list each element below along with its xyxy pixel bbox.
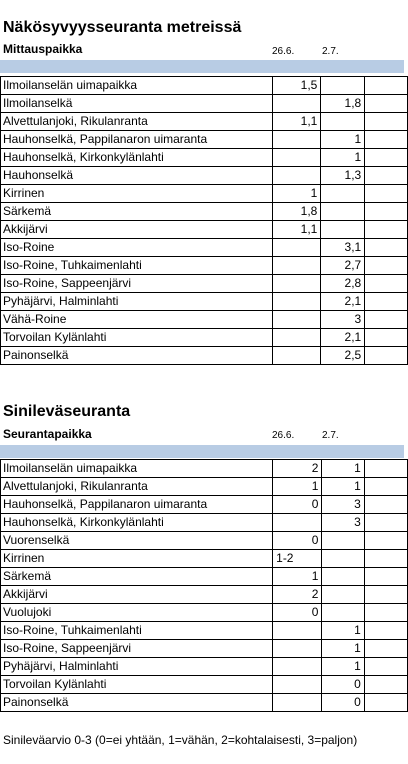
date1-value-cell <box>272 311 321 329</box>
empty-cell <box>364 586 407 604</box>
date2-value-cell: 1 <box>322 460 364 478</box>
table-row <box>1 257 408 275</box>
table-row <box>1 203 408 221</box>
date2-value-cell: 1 <box>322 658 364 676</box>
location-name-cell: Torvoilan Kylänlahti <box>1 329 273 347</box>
section2-header-band <box>0 445 404 458</box>
date2-value-cell: 2,1 <box>321 293 365 311</box>
date1-value-cell: 1,8 <box>272 203 321 221</box>
table-row <box>1 77 408 95</box>
table-row <box>1 514 408 532</box>
date2-value-cell: 0 <box>322 694 364 712</box>
location-name-cell: Iso-Roine, Tuhkaimenlahti <box>1 257 273 275</box>
empty-cell <box>364 514 407 532</box>
location-name-cell: Painonselkä <box>1 694 273 712</box>
date1-value-cell: 1,5 <box>272 77 321 95</box>
date2-value-cell <box>321 221 365 239</box>
date2-value-cell: 1 <box>321 149 365 167</box>
empty-cell <box>365 347 408 365</box>
date1-value-cell <box>273 694 322 712</box>
date1-value-cell: 0 <box>273 496 322 514</box>
location-name-cell: Torvoilan Kylänlahti <box>1 676 273 694</box>
date2-value-cell: 1 <box>322 478 364 496</box>
location-name-cell: Akkijärvi <box>1 221 273 239</box>
location-name-cell: Särkemä <box>1 568 273 586</box>
table-row <box>1 293 408 311</box>
location-name-cell: Hauhonselkä, Kirkonkylänlahti <box>1 149 273 167</box>
table-row <box>1 694 408 712</box>
table-row <box>1 221 408 239</box>
date2-value-cell: 3 <box>322 514 364 532</box>
empty-cell <box>364 622 407 640</box>
table-row <box>1 167 408 185</box>
table-row <box>1 622 408 640</box>
location-name-cell: Hauhonselkä <box>1 167 273 185</box>
date1-value-cell <box>272 167 321 185</box>
table-row <box>1 658 408 676</box>
table-row <box>1 586 408 604</box>
table-row <box>1 113 408 131</box>
empty-cell <box>364 460 407 478</box>
table-row <box>1 550 408 568</box>
date2-value-cell: 3 <box>321 311 365 329</box>
empty-cell <box>364 694 407 712</box>
date2-value-cell: 1 <box>322 640 364 658</box>
date2-value-cell <box>321 185 365 203</box>
empty-cell <box>364 640 407 658</box>
section1-title: Näkösyvyysseuranta metreissä <box>3 19 242 36</box>
date1-value-cell <box>272 239 321 257</box>
date1-value-cell <box>272 275 321 293</box>
date2-value-cell <box>321 203 365 221</box>
location-name-cell: Vuolujoki <box>1 604 273 622</box>
location-name-cell: Iso-Roine, Sappeenjärvi <box>1 640 273 658</box>
section1-date1-header: 26.6. <box>272 46 295 57</box>
table-row <box>1 478 408 496</box>
table-row <box>1 532 408 550</box>
empty-cell <box>364 550 407 568</box>
table-row <box>1 239 408 257</box>
section2-date2-header: 2.7. <box>322 430 339 441</box>
date1-value-cell: 1 <box>273 568 322 586</box>
location-name-cell: Hauhonselkä, Pappilanaron uimaranta <box>1 131 273 149</box>
empty-cell <box>364 478 407 496</box>
date1-value-cell: 2 <box>273 586 322 604</box>
date2-value-cell <box>321 113 365 131</box>
empty-cell <box>365 131 408 149</box>
empty-cell <box>365 275 408 293</box>
table-row <box>1 149 408 167</box>
date2-value-cell: 2,8 <box>321 275 365 293</box>
section1-header-band <box>0 60 404 73</box>
date1-value-cell <box>272 257 321 275</box>
date1-value-cell <box>273 658 322 676</box>
section2-header-label: Seurantapaikka <box>3 427 92 441</box>
date2-value-cell: 1 <box>321 131 365 149</box>
date1-value-cell: 1-2 <box>273 550 322 568</box>
date2-value-cell <box>322 550 364 568</box>
table-row <box>1 185 408 203</box>
date1-value-cell <box>273 514 322 532</box>
table-row <box>1 496 408 514</box>
empty-cell <box>364 532 407 550</box>
date2-value-cell: 3,1 <box>321 239 365 257</box>
location-name-cell: Iso-Roine, Sappeenjärvi <box>1 275 273 293</box>
date1-value-cell <box>272 293 321 311</box>
table-row <box>1 329 408 347</box>
location-name-cell: Ilmoilanselän uimapaikka <box>1 460 273 478</box>
section2-table <box>0 459 408 712</box>
date1-value-cell <box>273 676 322 694</box>
empty-cell <box>365 167 408 185</box>
empty-cell <box>365 257 408 275</box>
section1-date2-header: 2.7. <box>322 46 339 57</box>
empty-cell <box>365 239 408 257</box>
location-name-cell: Särkemä <box>1 203 273 221</box>
empty-cell <box>364 496 407 514</box>
location-name-cell: Kirrinen <box>1 550 273 568</box>
table-row <box>1 347 408 365</box>
section2-title: Sinileväseuranta <box>3 403 131 420</box>
empty-cell <box>364 568 407 586</box>
location-name-cell: Hauhonselkä, Kirkonkylänlahti <box>1 514 273 532</box>
date2-value-cell <box>322 604 364 622</box>
date2-value-cell <box>322 568 364 586</box>
date1-value-cell <box>272 149 321 167</box>
location-name-cell: Vuorenselkä <box>1 532 273 550</box>
date1-value-cell: 1 <box>273 478 322 496</box>
date2-value-cell <box>322 586 364 604</box>
empty-cell <box>365 77 408 95</box>
table-row <box>1 568 408 586</box>
section1-table <box>0 76 408 365</box>
empty-cell <box>365 221 408 239</box>
table-row <box>1 676 408 694</box>
location-name-cell: Pyhäjärvi, Halminlahti <box>1 293 273 311</box>
empty-cell <box>365 311 408 329</box>
table-row <box>1 604 408 622</box>
empty-cell <box>365 149 408 167</box>
date2-value-cell: 2,7 <box>321 257 365 275</box>
date2-value-cell: 1,3 <box>321 167 365 185</box>
empty-cell <box>365 185 408 203</box>
table-row <box>1 460 408 478</box>
date1-value-cell: 1,1 <box>272 113 321 131</box>
date1-value-cell: 1,1 <box>272 221 321 239</box>
empty-cell <box>365 293 408 311</box>
date1-value-cell <box>273 622 322 640</box>
date1-value-cell <box>272 131 321 149</box>
table-row <box>1 131 408 149</box>
location-name-cell: Akkijärvi <box>1 586 273 604</box>
location-name-cell: Iso-Roine, Tuhkaimenlahti <box>1 622 273 640</box>
date1-value-cell <box>272 347 321 365</box>
date1-value-cell: 2 <box>273 460 322 478</box>
location-name-cell: Iso-Roine <box>1 239 273 257</box>
date1-value-cell: 1 <box>272 185 321 203</box>
empty-cell <box>364 604 407 622</box>
location-name-cell: Ilmoilanselkä <box>1 95 273 113</box>
empty-cell <box>365 95 408 113</box>
date2-value-cell: 0 <box>322 676 364 694</box>
date2-value-cell: 2,5 <box>321 347 365 365</box>
location-name-cell: Vähä-Roine <box>1 311 273 329</box>
date1-value-cell <box>272 95 321 113</box>
date2-value-cell: 2,1 <box>321 329 365 347</box>
table-row <box>1 95 408 113</box>
table-row <box>1 311 408 329</box>
empty-cell <box>365 203 408 221</box>
date2-value-cell <box>321 77 365 95</box>
location-name-cell: Pyhäjärvi, Halminlahti <box>1 658 273 676</box>
empty-cell <box>364 676 407 694</box>
date2-value-cell <box>322 532 364 550</box>
section1-header-label: Mittauspaikka <box>3 42 83 56</box>
empty-cell <box>365 113 408 131</box>
date2-value-cell: 3 <box>322 496 364 514</box>
section2-date1-header: 26.6. <box>272 430 295 441</box>
date1-value-cell: 0 <box>273 604 322 622</box>
location-name-cell: Alvettulanjoki, Rikulanranta <box>1 478 273 496</box>
empty-cell <box>364 658 407 676</box>
date2-value-cell: 1 <box>322 622 364 640</box>
location-name-cell: Ilmoilanselän uimapaikka <box>1 77 273 95</box>
table-row <box>1 640 408 658</box>
location-name-cell: Alvettulanjoki, Rikulanranta <box>1 113 273 131</box>
section2-footnote: Sinileväarvio 0-3 (0=ei yhtään, 1=vähän, 2=kohtalaisesti, 3=paljon) <box>3 733 358 747</box>
date1-value-cell <box>272 329 321 347</box>
location-name-cell: Hauhonselkä, Pappilanaron uimaranta <box>1 496 273 514</box>
location-name-cell: Painonselkä <box>1 347 273 365</box>
date1-value-cell <box>273 640 322 658</box>
date2-value-cell: 1,8 <box>321 95 365 113</box>
empty-cell <box>365 329 408 347</box>
date1-value-cell: 0 <box>273 532 322 550</box>
location-name-cell: Kirrinen <box>1 185 273 203</box>
table-row <box>1 275 408 293</box>
